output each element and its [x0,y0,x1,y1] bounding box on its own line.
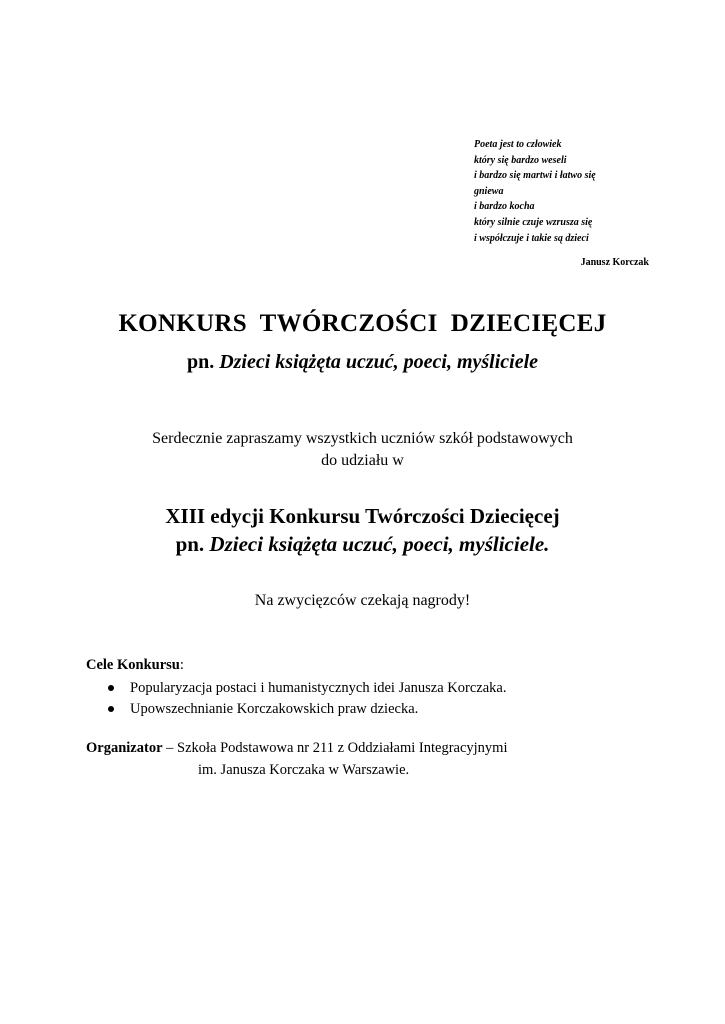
quote-line: i współczuje i takie są dzieci [474,232,589,244]
edition-heading [0,502,725,558]
goals-heading-colon: : [179,657,184,673]
quote-author: Janusz Korczak [580,257,649,268]
epigraph-quote [474,137,654,246]
invitation-line: do udziału w [321,452,404,469]
quote-line: i bardzo się martwi i łatwo się [474,170,596,182]
page-subtitle [0,351,725,374]
bullet-icon [108,706,114,712]
prizes-text: Na zwycięzców czekają nagrody! [254,592,471,609]
organizer-name: Szkoła Podstawowa nr 211 z Oddziałami Integracyjnymi [177,740,508,756]
quote-line: który silnie czuje wzrusza się [474,216,593,228]
quote-line: gniewa [474,185,504,197]
goals-list [104,678,506,720]
subtitle-prefix: pn. [186,351,215,373]
goal-text: Upowszechnianie Korczakowskich praw dziecka. [130,701,419,717]
organizer-section [86,737,507,781]
goals-heading-label: Cele Konkursu [86,657,180,673]
invitation-line: Serdecznie zapraszamy wszystkich uczniów szkół podstawowych [152,430,573,447]
quote-line: i bardzo kocha [474,201,535,213]
bullet-icon [108,685,114,691]
organizer-line [86,737,507,759]
goal-text: Popularyzacja postaci i humanistycznych idei Janusza Korczaka. [130,680,507,696]
goals-heading [86,657,184,674]
edition-name-line [0,530,725,558]
quote-line: Poeta jest to człowiek [474,139,562,150]
edition-competition-name: Dzieci książęta uczuć, poeci, myśliciele. [209,532,550,556]
edition-prefix: pn. [175,532,205,556]
organizer-label: Organizator [86,740,163,756]
organizer-line: im. Janusza Korczaka w Warszawie. [198,762,410,778]
competition-name: Dzieci książęta uczuć, poeci, myśliciele [219,351,539,373]
quote-line: który się bardzo weseli [474,154,567,166]
list-item [104,699,506,720]
page-title: KONKURS TWÓRCZOŚCI DZIECIĘCEJ [118,310,607,337]
invitation-text [0,428,725,472]
list-item [104,678,506,699]
organizer-dash: – [162,740,178,756]
edition-line: XIII edycji Konkursu Twórczości Dziecięcej [165,504,560,528]
